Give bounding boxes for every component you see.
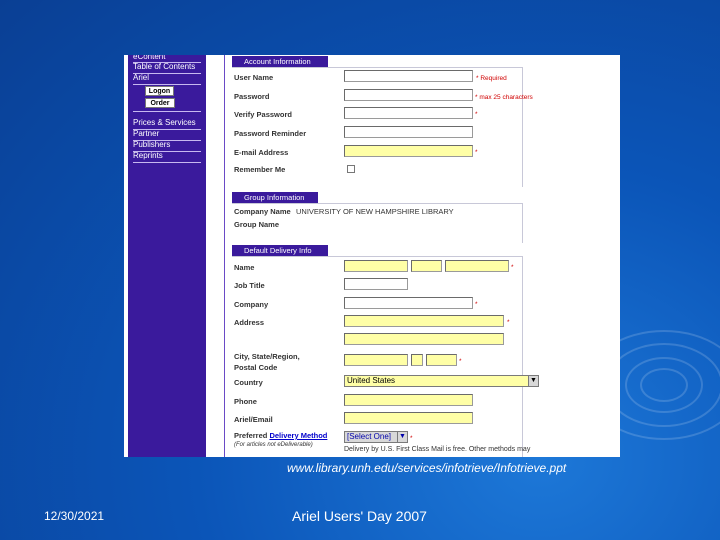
nav-item-ariel[interactable]: Ariel: [133, 73, 150, 82]
phone-label: Phone: [234, 397, 257, 406]
password-reminder-label: Password Reminder: [234, 129, 307, 138]
delivery-method-note: (For articles not eDeliverable): [234, 442, 313, 448]
slide-date: 12/30/2021: [44, 509, 105, 523]
delivery-method-select-value: [Select One]: [347, 432, 392, 441]
address-line1-input[interactable]: [344, 315, 504, 327]
slide-footer: Ariel Users' Day 2007: [292, 508, 427, 524]
required-star: *: [475, 111, 478, 118]
section-border: [522, 256, 523, 457]
email-input[interactable]: [344, 145, 473, 157]
country-label: Country: [234, 378, 263, 387]
nav-item-table-of-contents[interactable]: Table of Contents: [133, 62, 196, 71]
password-max-note: * max 25 characters: [475, 94, 533, 101]
chevron-down-icon: ▼: [397, 432, 407, 442]
group-info-header: Group Information: [232, 192, 318, 203]
first-name-input[interactable]: [344, 260, 408, 272]
source-url: www.library.unh.edu/services/infotrieve/Infotrieve.ppt: [287, 461, 567, 475]
section-rule: [232, 256, 522, 257]
company-label: Company: [234, 300, 269, 309]
nav-item-prices-services[interactable]: Prices & Services: [133, 118, 196, 127]
group-name-label: Group Name: [234, 220, 280, 229]
job-title-label: Job Title: [234, 281, 265, 290]
required-star: *: [511, 264, 514, 271]
sidebar-background: [128, 55, 206, 457]
sidebar: [124, 55, 210, 457]
city-input[interactable]: [344, 354, 408, 366]
website-screenshot: [124, 55, 620, 457]
nav-item-partner[interactable]: Partner: [133, 129, 160, 138]
ariel-email-input[interactable]: [344, 412, 473, 424]
content-divider: [224, 55, 225, 457]
company-name-value: UNIVERSITY OF NEW HAMPSHIRE LIBRARY: [296, 207, 454, 216]
remember-me-checkbox[interactable]: [347, 165, 355, 173]
section-rule: [232, 203, 522, 204]
city-label-line1: City, State/Region,: [234, 352, 300, 361]
verify-password-input[interactable]: [344, 107, 473, 119]
delivery-method-select[interactable]: [344, 431, 408, 443]
verify-password-label: Verify Password: [234, 110, 292, 119]
company-name-label: Company Name: [234, 207, 291, 216]
country-select[interactable]: [344, 375, 539, 387]
name-label: Name: [234, 263, 255, 272]
username-input[interactable]: [344, 70, 473, 82]
remember-me-label: Remember Me: [234, 165, 286, 174]
delivery-cost-note: Delivery by U.S. First Class Mail is free. Other methods may: [344, 446, 531, 453]
delivery-method-prefix: Preferred: [234, 431, 268, 440]
username-label: User Name: [234, 73, 274, 82]
logon-button[interactable]: Logon: [145, 86, 174, 96]
password-input[interactable]: [344, 89, 473, 101]
delivery-method-label: [234, 431, 327, 440]
order-button[interactable]: Order: [145, 98, 175, 108]
section-rule: [232, 67, 522, 68]
state-input[interactable]: [411, 354, 423, 366]
required-star: *: [475, 301, 478, 308]
address-line2-input[interactable]: [344, 333, 504, 345]
nav-item-econtent[interactable]: eContent: [133, 55, 166, 61]
nav-divider: [133, 111, 201, 112]
nav-item-reprints[interactable]: Reprints: [133, 151, 163, 160]
last-name-input[interactable]: [445, 260, 509, 272]
ariel-email-label: Ariel/Email: [234, 415, 273, 424]
section-border: [522, 67, 523, 187]
password-reminder-input[interactable]: [344, 126, 473, 138]
nav-divider: [133, 84, 201, 85]
required-star: *: [507, 319, 510, 326]
account-info-header: Account Information: [232, 56, 328, 67]
country-select-value: United States: [347, 376, 396, 385]
delivery-info-header: Default Delivery Info: [232, 245, 328, 256]
email-label: E-mail Address: [234, 148, 289, 157]
job-title-input[interactable]: [344, 278, 408, 290]
nav-item-publishers[interactable]: Publishers: [133, 140, 171, 149]
password-label: Password: [234, 92, 270, 101]
required-star: *: [459, 358, 462, 365]
nav-divider: [133, 162, 201, 163]
required-star: *: [410, 435, 413, 442]
section-border: [522, 203, 523, 243]
city-label-line2: Postal Code: [234, 363, 278, 372]
delivery-method-link[interactable]: Delivery Method: [269, 431, 328, 440]
middle-name-input[interactable]: [411, 260, 442, 272]
required-star: *: [475, 149, 478, 156]
postal-code-input[interactable]: [426, 354, 457, 366]
required-note: * Required: [476, 75, 507, 82]
company-input[interactable]: [344, 297, 473, 309]
chevron-down-icon: ▼: [528, 376, 538, 386]
phone-input[interactable]: [344, 394, 473, 406]
address-label: Address: [234, 318, 265, 327]
